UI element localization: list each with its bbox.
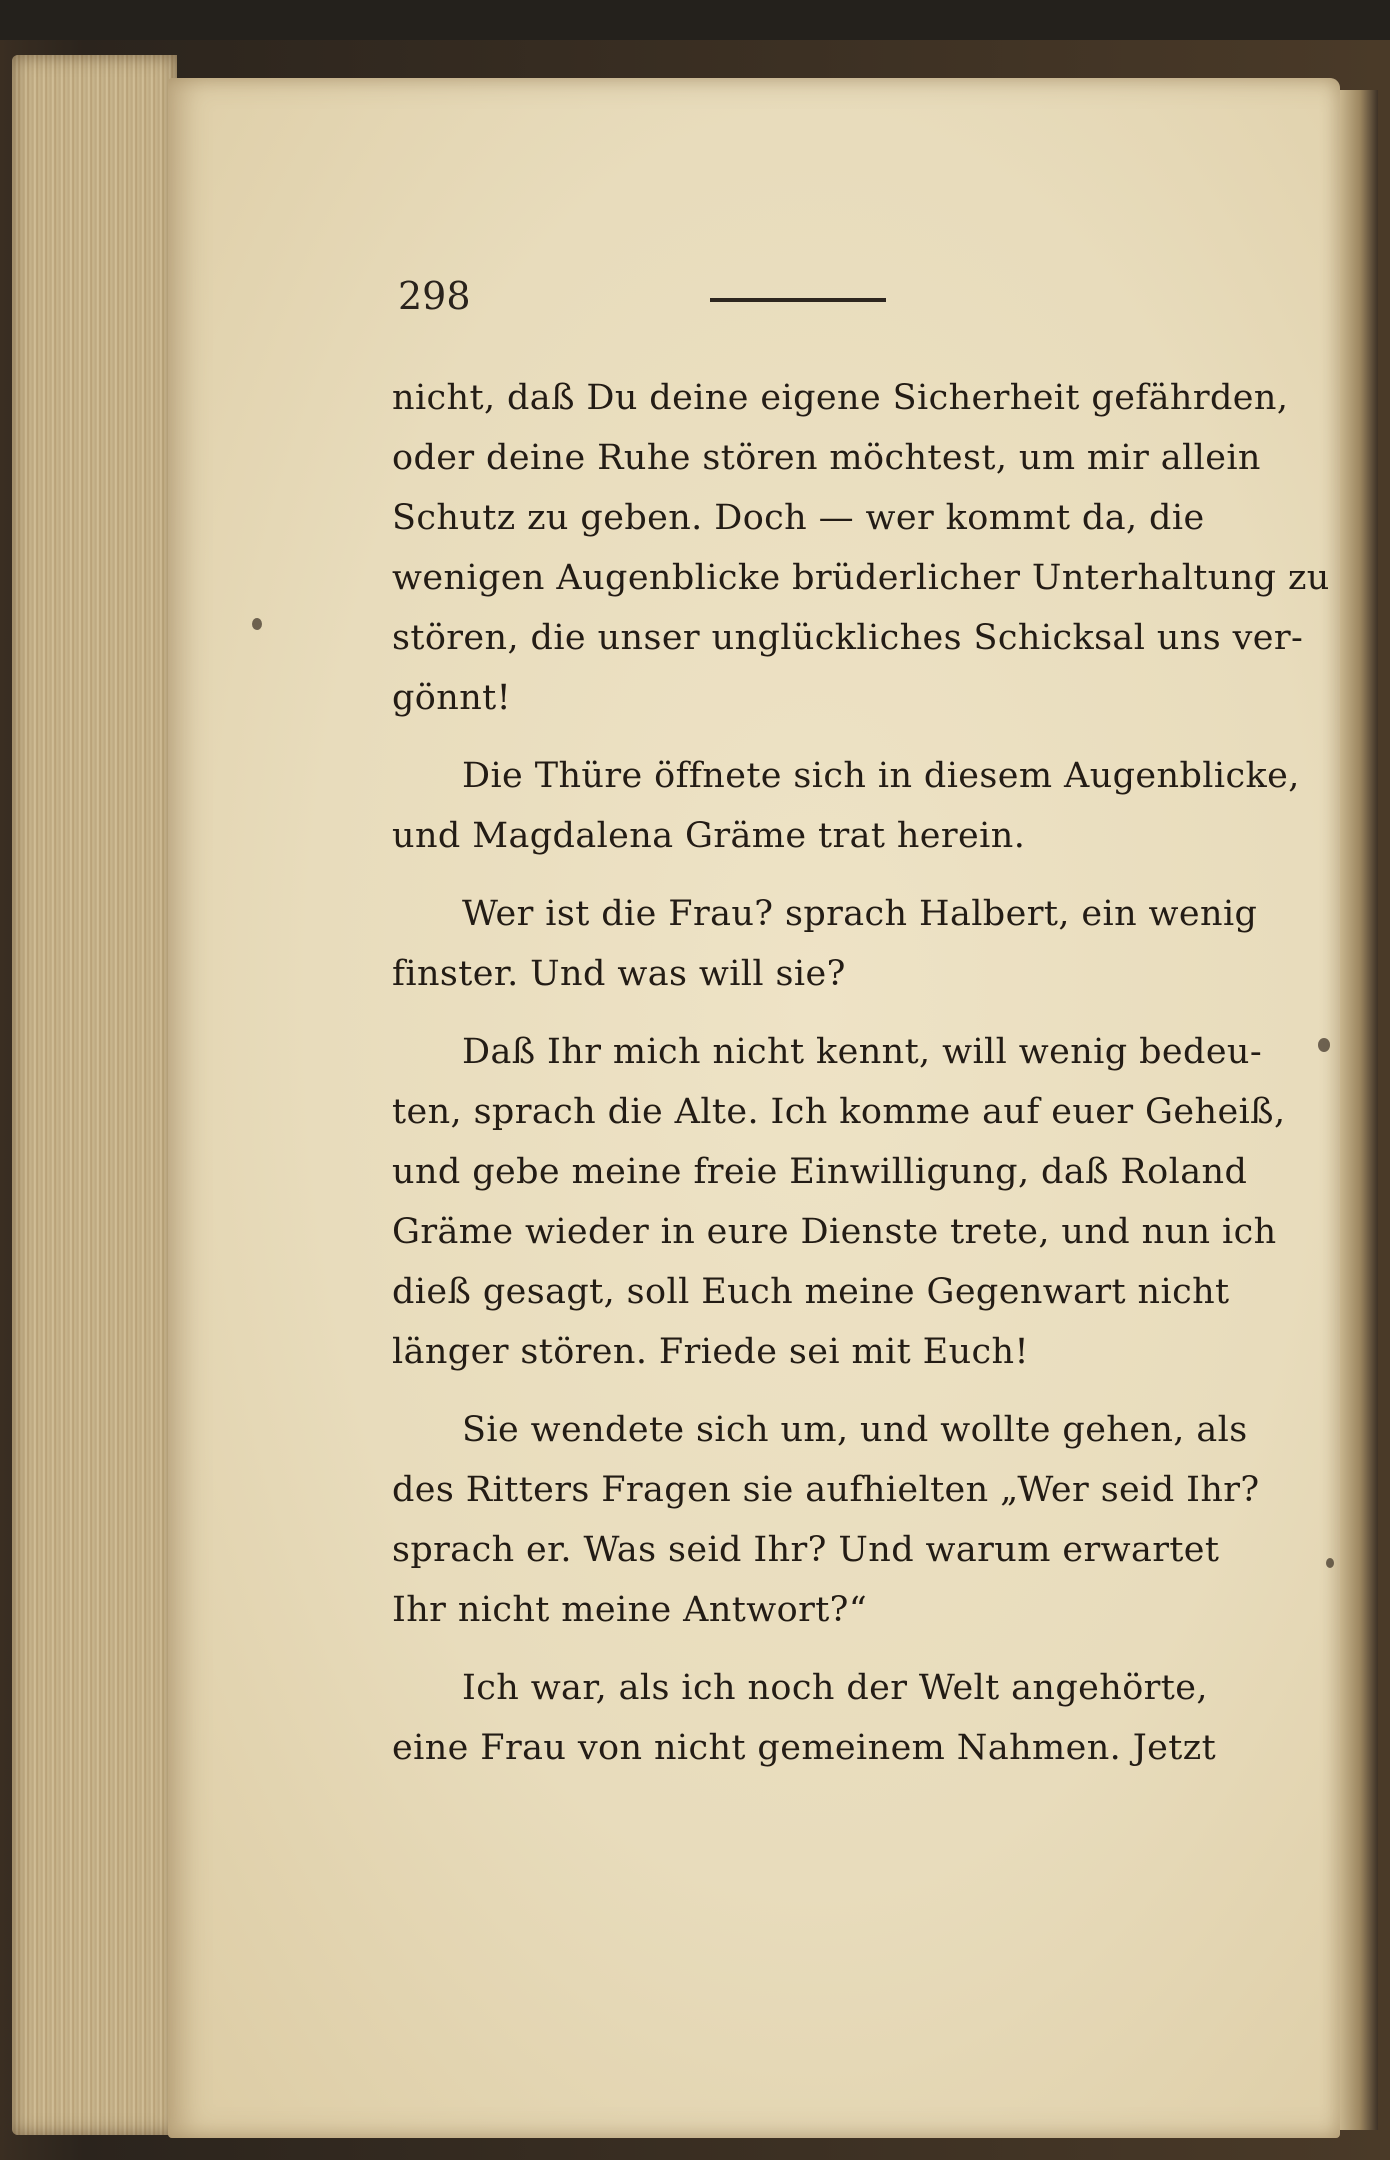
text-line: Gräme wieder in eure Dienste trete, und nun ich xyxy=(392,1212,1277,1252)
book-spine-edge xyxy=(1338,90,1378,2130)
text-line: Daß Ihr mich nicht kennt, will wenig bedeu- xyxy=(462,1032,1263,1072)
ink-speck xyxy=(1326,1558,1334,1568)
text-line: gönnt! xyxy=(392,678,512,718)
text-line: Die Thüre öffnete sich in diesem Augenblicke, xyxy=(462,756,1300,796)
header-rule xyxy=(710,298,886,302)
text-line: wenigen Augenblicke brüderlicher Unterhaltung zu xyxy=(392,558,1330,598)
text-line: sprach er. Was seid Ihr? Und warum erwartet xyxy=(392,1530,1220,1570)
text-line: stören, die unser unglückliches Schicksal uns ver- xyxy=(392,618,1304,658)
text-line: und gebe meine freie Einwilligung, daß Roland xyxy=(392,1152,1248,1192)
text-line: Ihr nicht meine Antwort?“ xyxy=(392,1590,868,1630)
text-line: Schutz zu geben. Doch — wer kommt da, die xyxy=(392,498,1205,538)
text-line: finster. Und was will sie? xyxy=(392,954,846,994)
text-line: Sie wendete sich um, und wollte gehen, als xyxy=(462,1410,1248,1450)
text-line: dieß gesagt, soll Euch meine Gegenwart nicht xyxy=(392,1272,1230,1312)
text-line: Ich war, als ich noch der Welt angehörte, xyxy=(462,1668,1208,1708)
text-line: eine Frau von nicht gemeinem Nahmen. Jetzt xyxy=(392,1728,1217,1768)
page-edges-stack xyxy=(12,55,177,2135)
page-header xyxy=(398,274,898,318)
text-line: ten, sprach die Alte. Ich komme auf euer Geheiß, xyxy=(392,1092,1286,1132)
text-line: länger stören. Friede sei mit Euch! xyxy=(392,1332,1029,1372)
text-line: Wer ist die Frau? sprach Halbert, ein wenig xyxy=(462,894,1258,934)
ink-speck xyxy=(1318,1038,1330,1052)
page-number: 298 xyxy=(398,274,471,318)
text-line: oder deine Ruhe stören möchtest, um mir allein xyxy=(392,438,1261,478)
ink-speck xyxy=(252,618,262,630)
text-line: nicht, daß Du deine eigene Sicherheit gefährden, xyxy=(392,378,1289,418)
text-line: und Magdalena Gräme trat herein. xyxy=(392,816,1026,856)
text-line: des Ritters Fragen sie aufhielten „Wer seid Ihr? xyxy=(392,1470,1260,1510)
